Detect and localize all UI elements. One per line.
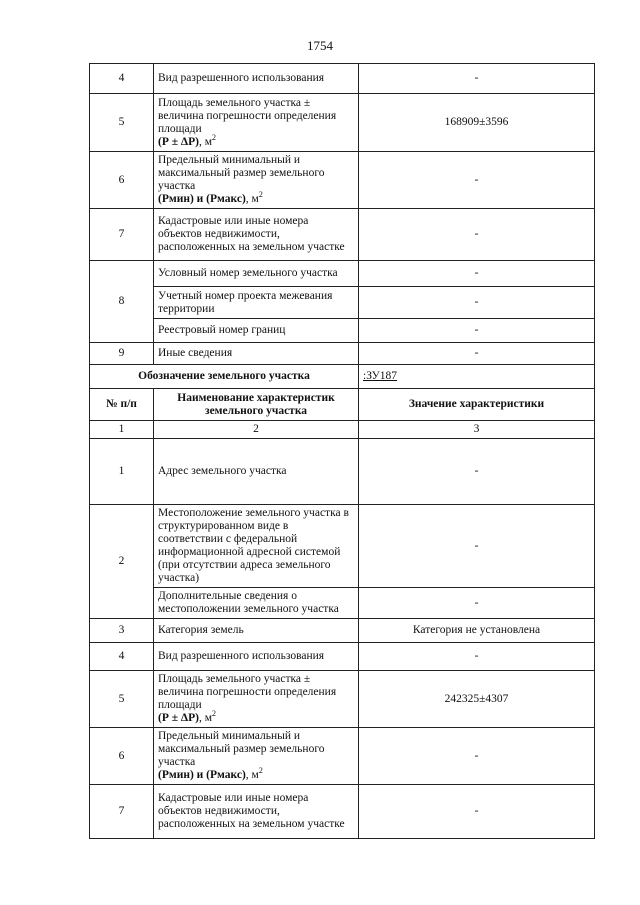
characteristic-value: - (359, 785, 595, 839)
unit-superscript: 2 (258, 190, 263, 200)
characteristic-name (154, 152, 359, 209)
row-number: 4 (90, 64, 154, 94)
characteristic-name-text: Предельный минимальный и максимальный размер земельного участка (158, 730, 325, 768)
table-row (90, 421, 595, 439)
characteristic-name-text: Площадь земельного участка ± величина погрешности определения площади (158, 673, 337, 711)
characteristic-value: 168909±3596 (359, 94, 595, 152)
characteristic-name-text: Местоположение земельного участка в структурированном виде в соответствии с федеральной информационной адресной системой (при отсутствии адреса земельного участка) (158, 507, 349, 584)
row-number: 5 (90, 94, 154, 152)
characteristic-name (154, 439, 359, 505)
characteristic-name-text: Кадастровые или иные номера объектов недвижимости, расположенных на земельном участке (158, 792, 345, 830)
characteristic-value: 242325±4307 (359, 671, 595, 728)
formula-text: (Рмин) и (Рмакс) (158, 193, 246, 205)
characteristic-value: - (359, 64, 595, 94)
table-row (90, 209, 595, 261)
characteristic-name-text: Адрес земельного участка (158, 465, 287, 477)
characteristic-name (154, 728, 359, 785)
characteristic-name-text: Иные сведения (158, 347, 233, 359)
characteristic-name (154, 343, 359, 365)
column-number: 2 (154, 421, 359, 439)
characteristic-name-text: Категория земель (158, 624, 244, 636)
characteristic-name (154, 319, 359, 343)
designation-value: :ЗУ187 (359, 365, 595, 389)
characteristic-name-text: Условный номер земельного участка (158, 267, 338, 279)
unit-text: , м (245, 193, 259, 205)
characteristic-name (154, 64, 359, 94)
table-row (90, 439, 595, 505)
table-body (90, 64, 595, 839)
characteristic-value: - (359, 209, 595, 261)
characteristic-name-text: Дополнительные сведения о местоположении земельного участка (158, 590, 339, 615)
table-row (90, 261, 595, 287)
unit-superscript: 2 (212, 132, 217, 142)
table-row (90, 389, 595, 421)
characteristic-value: - (359, 588, 595, 619)
table-row (90, 643, 595, 671)
characteristic-value: - (359, 287, 595, 319)
table-row (90, 619, 595, 643)
characteristic-value: - (359, 505, 595, 588)
unit-superscript: 2 (258, 766, 263, 776)
column-number: 3 (359, 421, 595, 439)
characteristic-value: - (359, 643, 595, 671)
table-row (90, 365, 595, 389)
designation-label: Обозначение земельного участка (90, 365, 359, 389)
characteristic-name (154, 261, 359, 287)
row-number: 5 (90, 671, 154, 728)
characteristic-name (154, 785, 359, 839)
characteristic-name (154, 588, 359, 619)
table-row (90, 728, 595, 785)
unit-text: , м (245, 769, 259, 781)
column-number: 1 (90, 421, 154, 439)
formula-text: (Р ± ΔР) (158, 712, 199, 724)
row-number: 6 (90, 728, 154, 785)
characteristic-value: - (359, 439, 595, 505)
table-row (90, 319, 595, 343)
characteristic-name-text: Учетный номер проекта межевания территории (158, 289, 333, 315)
column-header: Значение характеристики (359, 389, 595, 421)
characteristic-name-text: Реестровый номер границ (158, 324, 286, 336)
characteristic-name-text: Вид разрешенного использования (158, 72, 325, 84)
table-row (90, 671, 595, 728)
row-number: 6 (90, 152, 154, 209)
characteristic-name-text: Площадь земельного участка ± величина погрешности определения площади (158, 96, 337, 135)
row-number: 7 (90, 785, 154, 839)
characteristic-value: - (359, 728, 595, 785)
row-number: 4 (90, 643, 154, 671)
characteristic-value: - (359, 343, 595, 365)
row-number: 7 (90, 209, 154, 261)
row-number: 3 (90, 619, 154, 643)
table-row (90, 343, 595, 365)
characteristic-name-text: Предельный минимальный и максимальный размер земельного участка (158, 154, 325, 192)
table-row (90, 94, 595, 152)
characteristic-value: - (359, 319, 595, 343)
row-number: 9 (90, 343, 154, 365)
table-row (90, 505, 595, 588)
characteristic-name-text: Вид разрешенного использования (158, 650, 325, 662)
row-number: 1 (90, 439, 154, 505)
characteristic-name (154, 287, 359, 319)
characteristic-name (154, 643, 359, 671)
land-plot-table (89, 63, 595, 839)
page-number: 1754 (307, 38, 333, 53)
characteristic-name (154, 209, 359, 261)
column-header: Наименование характеристик земельного участка (154, 389, 359, 421)
characteristic-name (154, 505, 359, 588)
characteristic-value: - (359, 152, 595, 209)
unit-text: , м (198, 712, 213, 724)
table-row (90, 64, 595, 94)
characteristic-value: - (359, 261, 595, 287)
characteristic-name (154, 619, 359, 643)
formula-text: (Р ± ΔР) (158, 135, 199, 148)
formula-text: (Рмин) и (Рмакс) (158, 769, 246, 781)
unit-superscript: 2 (212, 709, 217, 719)
characteristic-name (154, 94, 359, 152)
characteristic-name (154, 671, 359, 728)
column-header: № п/п (90, 389, 154, 421)
characteristic-name-text: Кадастровые или иные номера объектов недвижимости, расположенных на земельном участке (158, 215, 345, 253)
table-row (90, 287, 595, 319)
row-number: 8 (90, 261, 154, 343)
table-row (90, 785, 595, 839)
characteristic-value: Категория не установлена (359, 619, 595, 643)
unit-text: , м (198, 135, 213, 148)
table-row (90, 588, 595, 619)
row-number: 2 (90, 505, 154, 619)
table-row (90, 152, 595, 209)
